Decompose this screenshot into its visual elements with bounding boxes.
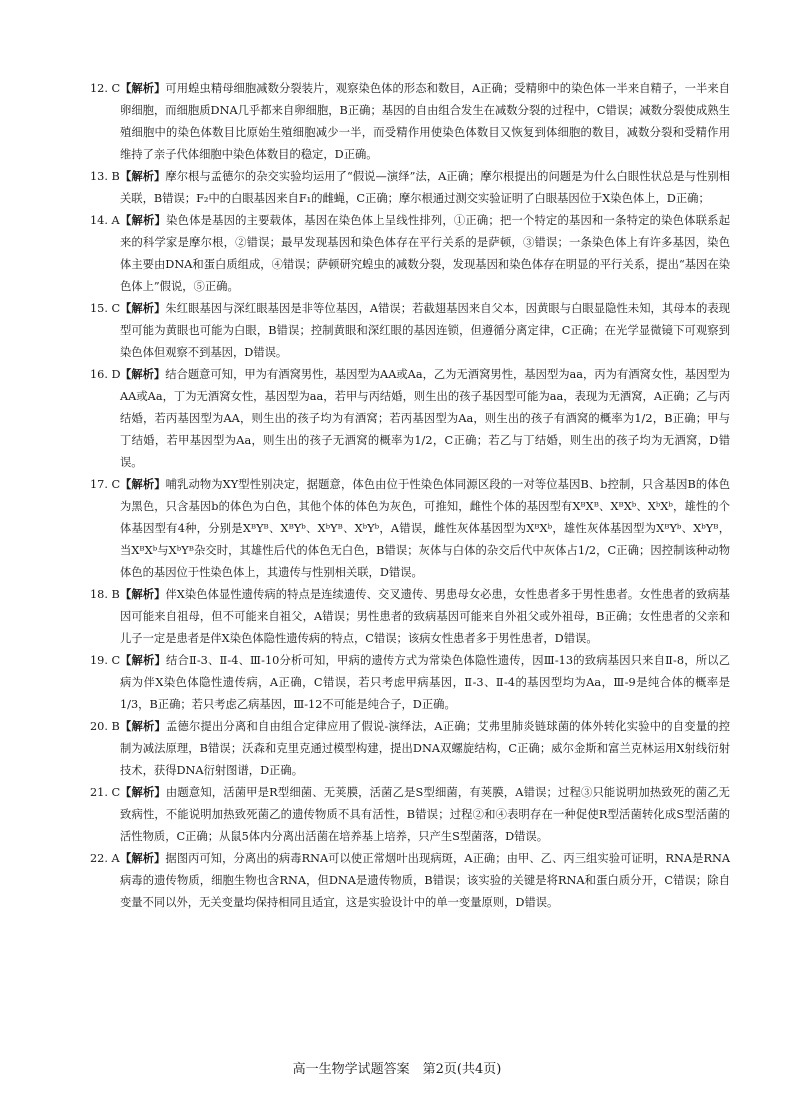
analysis-body: 结合Ⅱ-3、Ⅱ-4、Ⅲ-10分析可知，甲病的遗传方式为常染色体隐性遗传，因Ⅲ-13的致病基因只来自Ⅱ-8，所以乙病为伴X染色体隐性遗传病，A正确，C错误，若只考虑甲病基因，Ⅱ-3、Ⅱ-4的基因型均为Aa，Ⅲ-9是纯合体的概率是1/3，B正确；若只考虑乙病基因，Ⅲ-12不可能是纯合子，D正确。	[120, 654, 730, 711]
analysis-tag: 【解析】	[120, 653, 166, 667]
analysis-tag: 【解析】	[120, 213, 167, 227]
question-number: 16. D	[90, 368, 121, 381]
question-number: 22. A	[90, 852, 120, 865]
analysis-body: 伴X染色体显性遗传病的特点是连续遗传、交叉遗传、男患母女必患，女性患者多于男性患者。女性患者的致病基因可能来自祖母，但不可能来自祖父，A错误；男性患者的致病基因可能来自外祖父或外祖母，B正确；女性患者的父亲和儿子一定是患者是伴X染色体隐性遗传病的特点，C错误；该病女性患者多于男性患者，D错误。	[120, 588, 730, 645]
question-number: 21. C	[90, 786, 121, 799]
answer-item-18	[90, 584, 730, 650]
answer-text	[120, 364, 730, 474]
question-number: 12. C	[90, 82, 121, 95]
analysis-body: 染色体是基因的主要载体，基因在染色体上呈线性排列，①正确；把一个特定的基因和一条特定的染色体联系起来的科学家是摩尔根，②错误；最早发现基因和染色体存在平行关系的是萨顿，③错误；一条染色体上有许多基因，染色体主要由DNA和蛋白质组成，④错误；萨顿研究蝗虫的减数分裂，发现基因和染色体存在明显的平行关系，提出“基因在染色体上”假说，⑤正确。	[120, 214, 730, 293]
answer-item-13	[90, 166, 730, 210]
question-number: 13. B	[90, 170, 120, 183]
question-number: 18. B	[90, 588, 120, 601]
analysis-tag: 【解析】	[120, 367, 166, 381]
analysis-body: 结合题意可知，甲为有酒窝男性，基因型为AA或Aa，乙为无酒窝男性，基因型为aa，丙为有酒窝女性，基因型为AA或Aa，丁为无酒窝女性，基因型为aa，若甲与丙结婚，则生出的孩子基因型可能为aa，表现为无酒窝，A正确；乙与丙结婚，若丙基因型为AA，则生出的孩子均为有酒窝；若丙基因型为Aa，则生出的孩子有酒窝的概率为1/2，B正确；甲与丁结婚，若甲基因型为Aa，则生出的孩子无酒窝的概率为1/2，C正确；若乙与丁结婚，则生出的孩子均为无酒窝，D错误。	[120, 368, 730, 469]
analysis-tag: 【解析】	[120, 785, 166, 799]
analysis-body: 孟德尔提出分离和自由组合定律应用了假说-演绎法，A正确；艾弗里肺炎链球菌的体外转化实验中的自变量的控制为减法原理，B错误；沃森和克里克通过模型构建，提出DNA双螺旋结构，C正确；威尔金斯和富兰克林运用X射线衍射技术，获得DNA衍射图谱，D正确。	[120, 720, 730, 777]
answer-item-17	[90, 474, 730, 584]
answer-item-14	[90, 210, 730, 298]
question-number: 20. B	[90, 720, 120, 733]
analysis-tag: 【解析】	[120, 587, 166, 601]
analysis-tag: 【解析】	[120, 851, 166, 865]
analysis-tag: 【解析】	[120, 301, 166, 315]
answer-item-21	[90, 782, 730, 848]
answer-text	[120, 716, 730, 782]
analysis-tag: 【解析】	[120, 81, 166, 95]
analysis-body: 朱红眼基因与深红眼基因是非等位基因，A错误；若截翅基因来自父本，因黄眼与白眼显隐性未知，其母本的表现型可能为黄眼也可能为白眼，B错误；控制黄眼和深红眼的基因连锁，但遵循分离定律，C正确；在光学显微镜下可观察到染色体但观察不到基因，D错误。	[120, 302, 730, 359]
answer-text	[120, 298, 730, 364]
answer-item-12	[90, 78, 730, 166]
answer-text	[120, 650, 730, 716]
answer-item-16	[90, 364, 730, 474]
answer-text	[120, 584, 730, 650]
analysis-tag: 【解析】	[120, 477, 166, 491]
question-number: 19. C	[90, 654, 121, 667]
analysis-body: 哺乳动物为XY型性别决定，据题意，体色由位于性染色体同源区段的一对等位基因B、b控制，只含基因B的体色为黑色，只含基因b的体色为白色，其他个体的体色为灰色，可推知，雌性个体的基因型有XᴮXᴮ、XᴮXᵇ、XᵇXᵇ，雄性的个体基因型有4种，分别是XᴮYᴮ、XᴮYᵇ、XᵇYᴮ、XᵇYᵇ，A错误，雌性灰体基因型为XᴮXᵇ，雄性灰体基因型为XᴮYᵇ、XᵇYᴮ，当XᴮXᵇ与XᵇYᴮ杂交时，其雄性后代的体色无白色，B错误；灰体与白体的杂交后代中灰体占1/2，C正确；因控制该种动物体色的基因位于性染色体上，其遗传与性别相关联，D错误。	[120, 478, 730, 579]
analysis-body: 可用蝗虫精母细胞减数分裂装片，观察染色体的形态和数目，A正确；受精卵中的染色体一半来自精子，一半来自卵细胞，而细胞质DNA几乎都来自卵细胞，B正确；基因的自由组合发生在减数分裂的过程中，C错误；减数分裂使成熟生殖细胞中的染色体数目比原始生殖细胞减少一半，而受精作用使染色体数目又恢复到体细胞的数目，减数分裂和受精作用维持了亲子代体细胞中染色体数目的稳定，D正确。	[120, 82, 730, 161]
answer-text	[120, 782, 730, 848]
analysis-tag: 【解析】	[120, 719, 166, 733]
question-number: 14. A	[90, 214, 120, 227]
question-number: 17. C	[90, 478, 121, 491]
answer-text	[120, 474, 730, 584]
answer-item-15	[90, 298, 730, 364]
analysis-body: 由题意知，活菌甲是R型细菌、无荚膜，活菌乙是S型细菌，有荚膜，A错误；过程③只能说明加热致死的菌乙无致病性，不能说明加热致死菌乙的遗传物质不具有活性，B错误；过程②和④表明存在一种促使R型活菌转化成S型活菌的活性物质，C正确；从鼠5体内分离出活菌在培养基上培养，只产生S型菌落，D错误。	[120, 786, 730, 843]
answer-text	[120, 210, 730, 298]
analysis-body: 摩尔根与孟德尔的杂交实验均运用了“假说—演绎”法，A正确；摩尔根提出的问题是为什么白眼性状总是与性别相关联，B错误；F₂中的白眼基因来自F₁的雌蝇，C正确；摩尔根通过测交实验证明了白眼基因位于X染色体上，D正确；	[120, 170, 730, 205]
question-number: 15. C	[90, 302, 121, 315]
answer-text	[120, 166, 730, 210]
answer-item-22	[90, 848, 730, 914]
answer-item-19	[90, 650, 730, 716]
answer-text	[120, 848, 730, 914]
analysis-body: 据图丙可知，分离出的病毒RNA可以使正常烟叶出现病斑，A正确；由甲、乙、丙三组实验可证明，RNA是RNA病毒的遗传物质，细胞生物也含RNA，但DNA是遗传物质，B错误；该实验的关键是将RNA和蛋白质分开，C错误；除自变量不同以外，无关变量均保持相同且适宜，这是实验设计中的单一变量原则，D错误。	[120, 852, 730, 909]
answer-text	[120, 78, 730, 166]
page-footer: 高一生物学试题答案 第2页(共4页)	[292, 1062, 502, 1077]
analysis-tag: 【解析】	[120, 169, 166, 183]
answer-item-20	[90, 716, 730, 782]
